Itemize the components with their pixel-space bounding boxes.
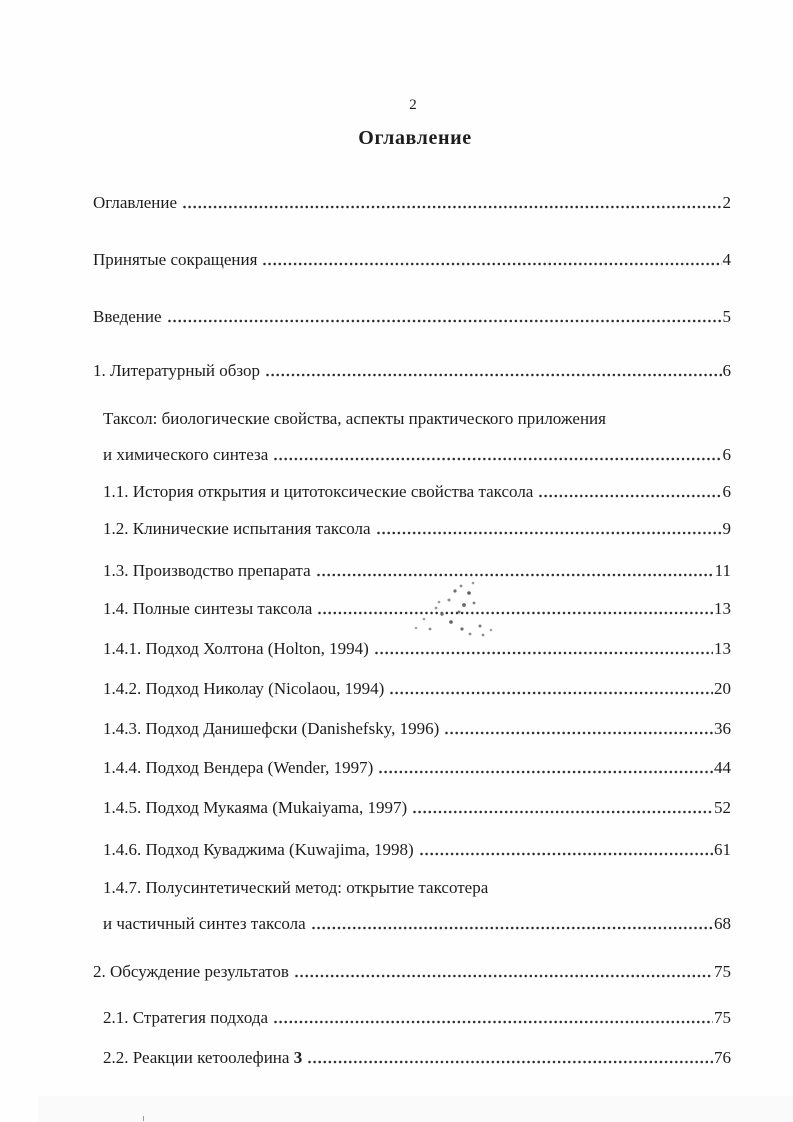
toc-entry (103, 519, 731, 538)
toc-entry-page: 76 (714, 1048, 731, 1067)
toc-entry-page: 44 (714, 758, 731, 777)
toc-entry (103, 409, 731, 428)
dot-leader (538, 493, 721, 499)
dot-leader (444, 730, 713, 736)
toc-entry-page: 13 (714, 639, 731, 658)
dot-leader (262, 261, 721, 267)
page-number: 2 (409, 97, 417, 113)
toc-entry (103, 561, 731, 580)
toc-entry-text: Введение (93, 307, 162, 326)
toc-entry (103, 1048, 731, 1067)
toc-entry-text: Принятые сокращения (93, 250, 258, 269)
toc-entry-text: 1.2. Клинические испытания таксола (103, 519, 371, 538)
toc-entry (103, 445, 731, 464)
toc-entry-text: 1.3. Производство препарата (103, 561, 311, 580)
dot-leader (307, 1059, 713, 1065)
toc-entry (93, 361, 731, 380)
toc-entry-text: 1.4. Полные синтезы таксола (103, 599, 313, 618)
dot-leader (317, 610, 713, 616)
toc-entry-text: 1.4.1. Подход Холтона (Holton, 1994) (103, 639, 369, 658)
toc-entry (103, 639, 731, 658)
toc-entry (103, 679, 731, 698)
scan-smudge-artifact (402, 578, 404, 580)
dot-leader (311, 925, 713, 931)
toc-entry-text: 1.1. История открытия и цитотоксические свойства таксола (103, 482, 534, 501)
toc-entry (103, 482, 731, 501)
dot-leader (378, 769, 713, 775)
scan-bottom-shade (38, 1096, 793, 1122)
scan-bottom-tick (143, 1116, 144, 1121)
toc-entry-text: 1.4.7. Полусинтетический метод: открытие таксотера (103, 878, 489, 897)
dot-leader (419, 851, 713, 857)
toc-entry (103, 758, 731, 777)
toc-entry (93, 962, 731, 981)
toc-entry-text: и химического синтеза (103, 445, 269, 464)
toc-entry-page: 9 (722, 519, 731, 538)
toc-entry-page: 4 (722, 250, 731, 269)
toc-entry-page: 20 (714, 679, 731, 698)
toc-entry-page: 75 (714, 962, 731, 981)
toc-entry-text: Таксол: биологические свойства, аспекты практического приложения (103, 409, 606, 428)
dot-leader (167, 318, 722, 324)
toc-entry-text: 1.4.4. Подход Вендера (Wender, 1997) (103, 758, 374, 777)
toc-entry (93, 250, 731, 269)
toc-entry (103, 878, 731, 897)
toc-title: Оглавление (358, 127, 472, 149)
dot-leader (376, 530, 722, 536)
toc-entry-page: 61 (714, 840, 731, 859)
dot-leader (294, 973, 713, 979)
toc-entry (103, 1008, 731, 1027)
toc-entry-text: Оглавление (93, 193, 177, 212)
toc-entry-page: 2 (722, 193, 731, 212)
toc-entry-page: 68 (714, 914, 731, 933)
toc-entry-page: 6 (722, 445, 731, 464)
toc-entry (103, 719, 731, 738)
toc-entry-page: 75 (714, 1008, 731, 1027)
dot-leader (316, 572, 714, 578)
dot-leader (412, 809, 713, 815)
toc-entry-page: 6 (722, 361, 731, 380)
toc-entry-bold-ref: 3 (293, 1048, 303, 1067)
toc-entry-text: 1.4.2. Подход Николау (Nicolaou, 1994) (103, 679, 385, 698)
dot-leader (265, 372, 721, 378)
toc-entry (103, 798, 731, 817)
toc-entry-page: 6 (722, 482, 731, 501)
toc-entry-text: 2. Обсуждение результатов (93, 962, 289, 981)
toc-entry-text: 2.2. Реакции кетоолефина 3 (103, 1048, 303, 1067)
toc-entry-text: 1. Литературный обзор (93, 361, 261, 380)
toc-entry-text: 2.1. Стратегия подхода (103, 1008, 269, 1027)
toc-entry (103, 914, 731, 933)
toc-entry (103, 599, 731, 618)
toc-entry-page: 5 (722, 307, 731, 326)
toc-entry (93, 193, 731, 212)
toc-entry-text: и частичный синтез таксола (103, 914, 306, 933)
toc-entry-page: 52 (714, 798, 731, 817)
dot-leader (374, 650, 713, 656)
toc-entry-text: 1.4.3. Подход Данишефски (Danishefsky, 1996) (103, 719, 440, 738)
toc-entry (93, 307, 731, 326)
dot-leader (273, 1019, 713, 1025)
toc-entry (103, 840, 731, 859)
toc-entry-page: 11 (714, 561, 731, 580)
toc-entry-text: 1.4.5. Подход Мукаяма (Mukaiyama, 1997) (103, 798, 408, 817)
dot-leader (389, 690, 713, 696)
toc-entry-page: 13 (714, 599, 731, 618)
dot-leader (273, 456, 721, 462)
dot-leader (182, 204, 722, 210)
toc-entry-page: 36 (714, 719, 731, 738)
toc-entry-text: 1.4.6. Подход Куваджима (Kuwajima, 1998) (103, 840, 414, 859)
